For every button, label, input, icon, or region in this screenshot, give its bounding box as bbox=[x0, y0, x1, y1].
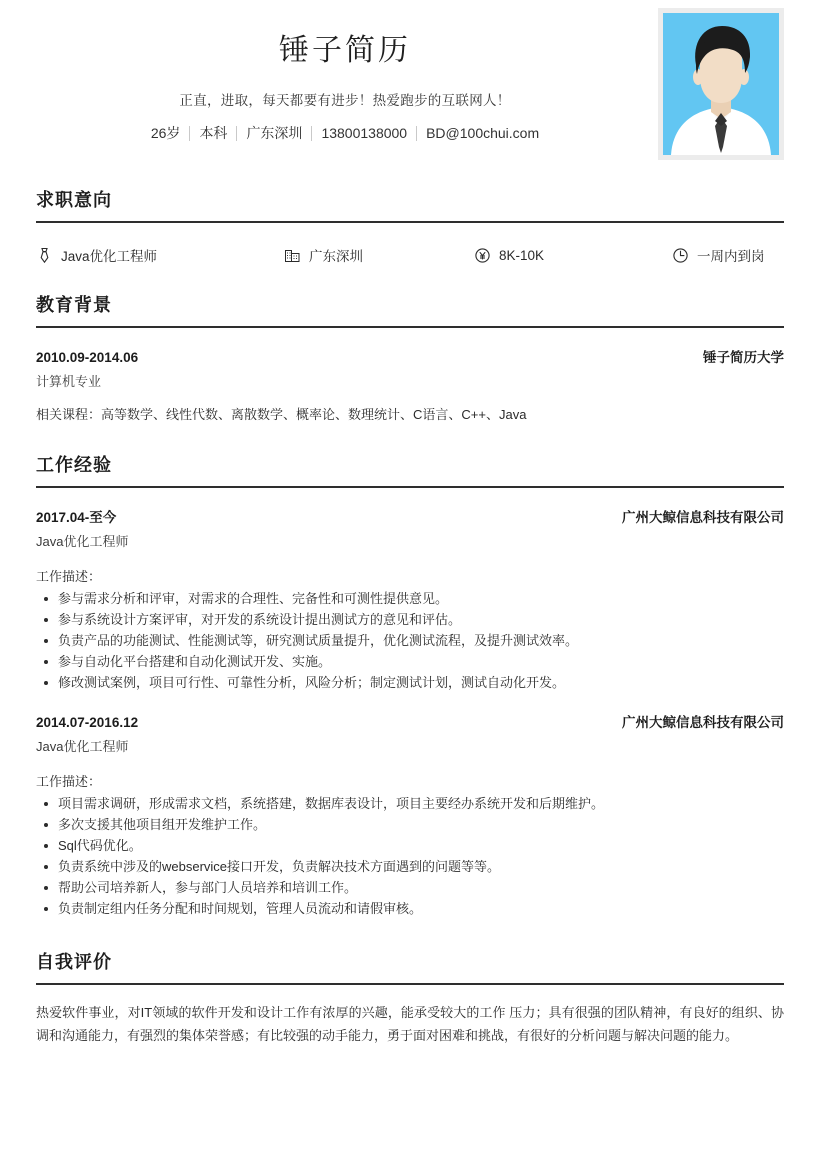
work-entry-head bbox=[36, 506, 784, 526]
section-divider bbox=[36, 486, 784, 488]
summary-text: 热爱软件事业，对IT领域的软件开发和设计工作有浓厚的兴趣，能承受较大的工作 压力；具有很强的团队精神，有良好的组织、协调和沟通能力，有强烈的集体荣誉感；有比较强的动手能力，勇于面对困难和挑战，有很好的分析问题与解决问题的能力。 bbox=[36, 1004, 784, 1043]
contact-line bbox=[36, 123, 654, 143]
work-description-label: 工作描述： bbox=[36, 774, 102, 790]
work-role: Java优化工程师 bbox=[36, 739, 129, 755]
education-major: 计算机专业 bbox=[36, 374, 102, 389]
work-role: Java优化工程师 bbox=[36, 534, 129, 549]
work-bullets bbox=[36, 588, 784, 693]
work-entry bbox=[36, 506, 784, 693]
avatar bbox=[658, 8, 784, 160]
education-entry-head bbox=[36, 346, 784, 366]
salary-yen-icon bbox=[474, 247, 491, 264]
list-item: 修改测试案例，项目可行性、可靠性分析，风险分析；制定测试计划，测试自动化开发。 bbox=[58, 672, 784, 693]
work-date: 2017.04-至今 bbox=[36, 510, 117, 525]
contact-education: 本科 bbox=[199, 125, 228, 141]
list-item: 负责产品的功能测试、性能测试等，研究测试质量提升，优化测试流程，及提升测试效率。 bbox=[58, 630, 784, 651]
contact-email: BD@100chui.com bbox=[426, 125, 540, 141]
intention-salary bbox=[474, 247, 672, 264]
tie-icon bbox=[36, 247, 53, 264]
work-company: 广州大鲸信息科技有限公司 bbox=[622, 715, 784, 731]
page-title: 锤子简历 bbox=[279, 34, 411, 67]
education-courses: 相关课程：高等数学、线性代数、离散数学、概率论、数理统计、C语言、C++、Java bbox=[36, 407, 527, 422]
list-item: 负责制定组内任务分配和时间规划，管理人员流动和请假审核。 bbox=[58, 898, 784, 919]
list-item: 负责系统中涉及的webservice接口开发，负责解决技术方面遇到的问题等等。 bbox=[58, 856, 784, 877]
intention-position bbox=[36, 245, 284, 265]
section-intention bbox=[36, 186, 784, 265]
intention-row bbox=[36, 245, 784, 265]
list-item: 参与需求分析和评审，对需求的合理性、完备性和可测性提供意见。 bbox=[58, 588, 784, 609]
section-summary bbox=[36, 948, 784, 1047]
work-description-label: 工作描述： bbox=[36, 569, 102, 584]
education-date: 2010.09-2014.06 bbox=[36, 350, 139, 365]
education-entry bbox=[36, 346, 784, 423]
section-education bbox=[36, 291, 784, 423]
section-title-intention: 求职意向 bbox=[36, 190, 112, 210]
section-work bbox=[36, 451, 784, 920]
avatar-illustration bbox=[663, 13, 779, 155]
contact-age: 26岁 bbox=[150, 125, 181, 141]
intention-position-label: Java优化工程师 bbox=[61, 249, 158, 264]
intention-availability bbox=[672, 245, 765, 265]
work-company: 广州大鲸信息科技有限公司 bbox=[622, 510, 784, 525]
clock-icon bbox=[672, 247, 689, 264]
section-divider bbox=[36, 983, 784, 985]
intention-location-label: 广东深圳 bbox=[309, 249, 363, 264]
intention-salary-label: 8K-10K bbox=[499, 247, 545, 263]
intention-availability-label: 一周内到岗 bbox=[697, 249, 765, 264]
building-icon bbox=[284, 247, 301, 264]
work-entry bbox=[36, 711, 784, 919]
section-title-work: 工作经验 bbox=[36, 455, 112, 475]
list-item: 项目需求调研，形成需求文档，系统搭建，数据库表设计，项目主要经办系统开发和后期维护。 bbox=[58, 793, 784, 814]
header-slogan: 正直，进取，每天都要有进步！热爱跑步的互联网人！ bbox=[179, 93, 511, 108]
resume-header bbox=[36, 0, 784, 160]
work-date: 2014.07-2016.12 bbox=[36, 715, 139, 731]
intention-location bbox=[284, 245, 474, 265]
work-bullets bbox=[36, 793, 784, 919]
list-item: 帮助公司培养新人，参与部门人员培养和培训工作。 bbox=[58, 877, 784, 898]
section-divider bbox=[36, 326, 784, 328]
list-item: 参与系统设计方案评审，对开发的系统设计提出测试方的意见和评估。 bbox=[58, 609, 784, 630]
work-entry-head bbox=[36, 711, 784, 731]
section-divider bbox=[36, 221, 784, 223]
list-item: 参与自动化平台搭建和自动化测试开发、实施。 bbox=[58, 651, 784, 672]
list-item: Sql代码优化。 bbox=[58, 835, 784, 856]
contact-location: 广东深圳 bbox=[246, 125, 303, 141]
section-title-summary: 自我评价 bbox=[36, 951, 112, 972]
education-school: 锤子简历大学 bbox=[703, 350, 784, 365]
section-title-education: 教育背景 bbox=[36, 295, 112, 315]
list-item: 多次支援其他项目组开发维护工作。 bbox=[58, 814, 784, 835]
contact-phone: 13800138000 bbox=[321, 125, 408, 141]
